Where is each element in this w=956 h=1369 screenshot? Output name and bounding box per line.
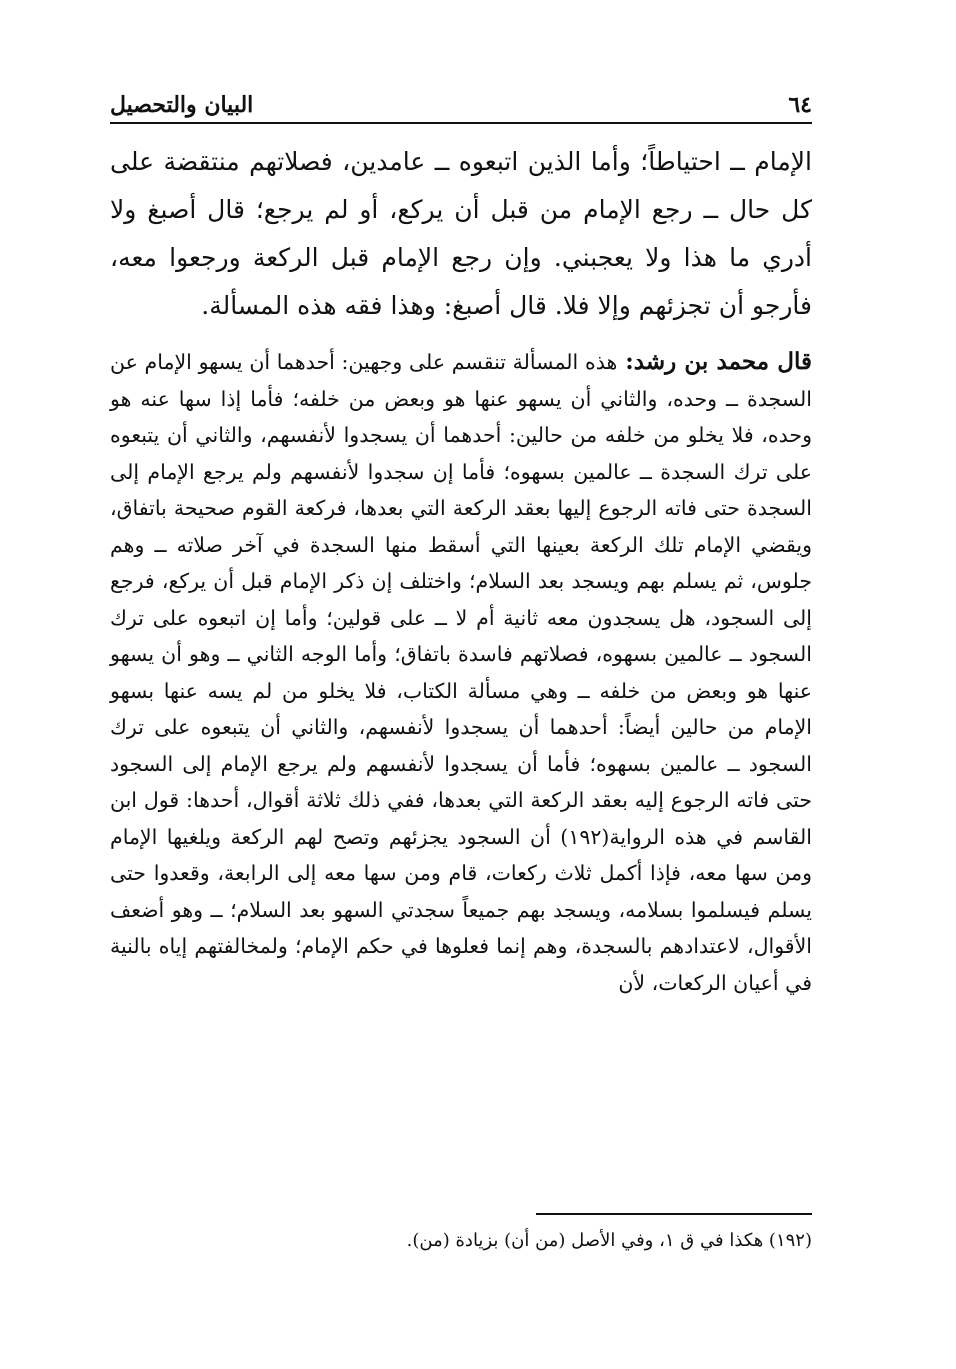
paragraph-second — [110, 344, 812, 1001]
footnote-rule — [536, 1213, 812, 1215]
paragraph-second-text: هذه المسألة تنقسم على وجهين: أحدهما أن يسهو الإمام عن السجدة ــ وحده، والثاني أن يسهو عنها هو وبعض من خلفه؛ فأما إذا سها عنه هو وحده، فلا يخلو من خلفه من حالين: أحدهما أن يسجدوا لأنفسهم، والثاني أن يتبعوه على ترك السجدة ــ عالمين بسهوه؛ فأما إن سجدوا لأنفسهم ولم يرجع الإمام إلى السجدة حتى فاته الرجوع إليها بعقد الركعة التي بعدها، فركعة القوم صحيحة باتفاق، ويقضي الإمام تلك الركعة بعينها التي أسقط منها السجدة في آخر صلاته ــ وهم جلوس، ثم يسلم بهم ويسجد بعد السلام؛ واختلف إن ذكر الإمام قبل أن يركع، فرجع إلى السجود، هل يسجدون معه ثانية أم لا ــ على قولين؛ وأما إن اتبعوه على ترك السجود ــ عالمين بسهوه، فصلاتهم فاسدة باتفاق؛ وأما الوجه الثاني ــ وهو أن يسهو عنها هو وبعض من خلفه ــ وهي مسألة الكتاب، فلا يخلو من لم يسه عنها بسهو الإمام من حالين أيضاً: أحدهما أن يسجدوا لأنفسهم، والثاني أن يتبعوه على ترك السجود ــ عالمين بسهوه؛ فأما أن يسجدوا لأنفسهم ولم يرجع الإمام إلى السجود حتى فاته الرجوع إليه بعقد الركعة التي بعدها، ففي ذلك ثلاثة أقوال، أحدها: قول ابن القاسم في هذه الرواية(١٩٢) أن السجود يجزئهم وتصح لهم الركعة ويلغيها الإمام ومن سها معه، فإذا أكمل ثلاث ركعات، قام ومن سها معه إلى الرابعة، وقعدوا حتى يسلم فيسلموا بسلامه، ويسجد بهم جميعاً سجدتي السهو بعد السلام؛ ــ وهو أضعف الأقوال، لاعتدادهم بالسجدة، وهم إنما فعلوها في حكم الإمام؛ ولمخالفتهم إياه بالنية في أعيان الركعات، لأن — [110, 350, 812, 995]
footnote: (١٩٢) هكذا في ق ١، وفي الأصل (من أن) بزيادة (من). — [406, 1230, 812, 1251]
page-number: ٦٤ — [788, 92, 812, 118]
running-title: البيان والتحصيل — [110, 92, 254, 118]
page-header — [110, 86, 812, 118]
paragraph-first: الإمام ــ احتياطاً؛ وأما الذين اتبعوه ــ عامدين، فصلاتهم منتقضة على كل حال ــ رجع الإمام من قبل أن يركع، أو لم يرجع؛ قال أصبغ ولا أدري ما هذا ولا يعجبني. وإن رجع الإمام قبل الركعة ورجعوا معه، فأرجو أن تجزئهم وإلا فلا. قال أصبغ: وهذا فقه هذه المسألة. — [110, 147, 812, 320]
header-rule — [110, 122, 812, 124]
speaker-label: قال محمد بن رشد: — [625, 348, 812, 375]
main-text — [110, 138, 812, 1001]
